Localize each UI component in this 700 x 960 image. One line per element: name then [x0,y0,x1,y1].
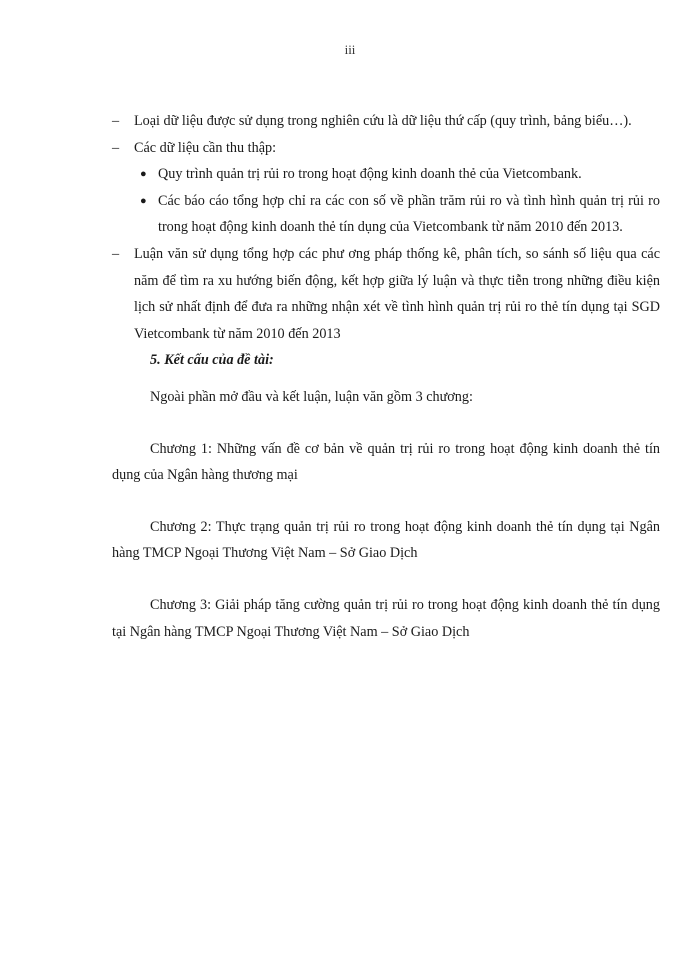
list-item-data-collect [112,135,660,162]
list-item-text: Luận văn sử dụng tổng hợp các phư ơng pháp thống kê, phân tích, so sánh số liệu qua các năm để tìm ra xu hướng biến động, kết hợp giữa lý luận và thực tiễn trong những điều kiện lịch sử nhất định để đưa ra những nhận xét về tình hình quản trị rủi ro thẻ tín dụng tại SGD Vietcombank từ năm 2010 đến 2013 [134,245,660,342]
chapter-1: Chương 1: Những vấn đề cơ bản về quản trị rủi ro trong hoạt động kinh doanh thẻ tín dụng của Ngân hàng thương mại [112,440,660,484]
bullet-icon: ● [140,168,147,181]
dash-marker: – [112,139,120,156]
dash-marker: – [112,113,120,129]
list-item-data-type [112,108,660,135]
dash-marker: – [112,245,120,262]
bullet-icon: ● [140,194,147,207]
list-item-text: Các dữ liệu cần thu thập: [134,139,277,156]
list-item-text: Loại dữ liệu được sử dụng trong nghiên cứu là dữ liệu thứ cấp (quy trình, bảng biểu…). [134,113,632,129]
chapter-2: Chương 2: Thực trạng quản trị rủi ro trong hoạt động kinh doanh thẻ tín dụng tại Ngân hàng TMCP Ngoại Thương Việt Nam – Sở Giao Dịch [112,518,660,562]
section-heading: 5. Kết cấu của đề tài: [150,352,274,369]
bullet-text: Các báo cáo tổng hợp chỉ ra các con số về phần trăm rủi ro và tình hình quản trị rủi ro trong hoạt động kinh doanh thẻ tín dụng của Vietcombank từ năm 2010 đến 2013. [158,192,660,236]
page-number: iii [344,42,356,57]
bullet-text: Quy trình quản trị rủi ro trong hoạt động kinh doanh thẻ của Vietcombank. [158,166,582,183]
document-body [112,108,660,645]
list-item-methodology [112,241,660,347]
chapter-3: Chương 3: Giải pháp tăng cường quản trị rủi ro trong hoạt động kinh doanh thẻ tín dụng tại Ngân hàng TMCP Ngoại Thương Việt Nam – Sở Giao Dịch [112,596,660,640]
bullet-item-process [112,161,660,188]
section-intro: Ngoài phần mở đầu và kết luận, luận văn gồm 3 chương: [150,388,473,405]
bullet-item-reports [112,188,660,241]
